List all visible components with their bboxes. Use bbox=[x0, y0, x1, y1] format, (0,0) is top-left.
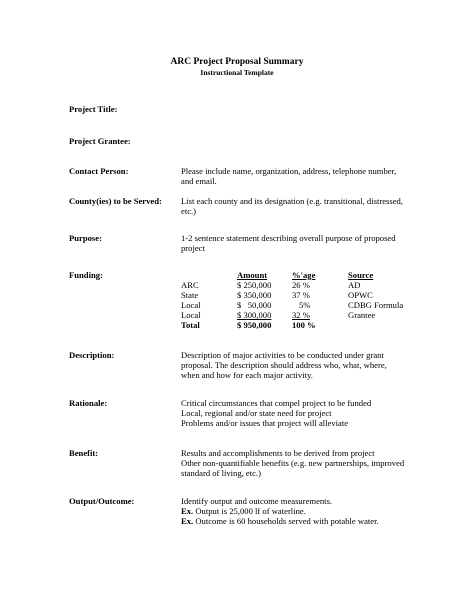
rationale-label: Rationale: bbox=[69, 398, 108, 408]
description-line: proposal. The description should address who, what, where, bbox=[181, 360, 387, 371]
description-line: when and how for each major activity. bbox=[181, 370, 313, 381]
funding-cell-entity: State bbox=[181, 290, 199, 300]
project-grantee-label: Project Grantee: bbox=[69, 136, 131, 146]
output-outcome-text bbox=[181, 496, 413, 527]
funding-cell-entity: ARC bbox=[181, 280, 199, 290]
contact-person-line: and email. bbox=[181, 176, 217, 187]
purpose-text bbox=[181, 233, 413, 253]
benefit-text bbox=[181, 448, 413, 479]
counties-label: County(ies) to be Served: bbox=[69, 196, 162, 206]
rationale-line: Critical circumstances that compel project to be funded bbox=[181, 398, 372, 408]
rationale-line: Problems and/or issues that project will alleviate bbox=[181, 418, 349, 429]
funding-header-amount: Amount bbox=[237, 270, 268, 280]
funding-cell-amount: $ 300,000 bbox=[237, 310, 272, 320]
purpose-line: project bbox=[181, 243, 205, 254]
counties-line: List each county and its designation (e.g. transitional, distressed, bbox=[181, 196, 403, 206]
rationale-text bbox=[181, 398, 413, 429]
funding-cell-percent: 32 % bbox=[292, 310, 310, 320]
document-subtitle: Instructional Template bbox=[200, 68, 274, 77]
funding-cell-amount: $ 250,000 bbox=[237, 280, 272, 290]
funding-cell-percent: 5% bbox=[299, 300, 311, 310]
outcome-example-line bbox=[181, 516, 413, 526]
funding-cell-source: CDBG Formula bbox=[348, 300, 404, 310]
benefit-line: Results and accomplishments to be derived from project bbox=[181, 448, 375, 458]
funding-total-percent: 100 % bbox=[292, 320, 316, 330]
funding-cell-source: OPWC bbox=[348, 290, 373, 300]
description-line: Description of major activities to be conducted under grant bbox=[181, 350, 384, 360]
benefit-label: Benefit: bbox=[69, 448, 99, 458]
funding-total-amount: $ 950,000 bbox=[237, 320, 272, 330]
example-text: Output is 25,000 lf of waterline. bbox=[193, 506, 306, 517]
example-prefix: Ex. bbox=[181, 506, 194, 517]
benefit-line: standard of living, etc.) bbox=[181, 468, 261, 479]
counties-line: etc.) bbox=[181, 206, 197, 217]
output-example-line bbox=[181, 506, 413, 516]
funding-cell-entity: Local bbox=[181, 310, 201, 320]
project-title-label: Project Title: bbox=[69, 104, 118, 114]
example-prefix: Ex. bbox=[181, 516, 194, 527]
contact-person-label: Contact Person: bbox=[69, 166, 129, 176]
funding-cell-amount: $ 350,000 bbox=[237, 290, 272, 300]
funding-header-percent: %'age bbox=[292, 270, 316, 280]
purpose-label: Purpose: bbox=[69, 233, 102, 243]
output-outcome-label: Output/Outcome: bbox=[69, 496, 135, 506]
document-title: ARC Project Proposal Summary bbox=[170, 57, 304, 67]
funding-cell-amount: $ 50,000 bbox=[237, 300, 272, 310]
funding-cell-percent: 37 % bbox=[292, 290, 310, 300]
funding-total-label: Total bbox=[181, 320, 200, 330]
example-text: Outcome is 60 households served with potable water. bbox=[193, 516, 379, 527]
output-outcome-line: Identify output and outcome measurements. bbox=[181, 496, 333, 506]
contact-person-text bbox=[181, 166, 413, 186]
funding-cell-source: AD bbox=[348, 280, 361, 290]
rationale-line: Local, regional and/or state need for project bbox=[181, 408, 332, 419]
description-text bbox=[181, 350, 413, 381]
funding-cell-entity: Local bbox=[181, 300, 201, 310]
funding-cell-source: Grantee bbox=[348, 310, 376, 320]
description-label: Description: bbox=[69, 350, 115, 360]
funding-cell-percent: 26 % bbox=[292, 280, 310, 290]
contact-person-line: Please include name, organization, address, telephone number, bbox=[181, 166, 397, 176]
funding-header-source: Source bbox=[348, 270, 374, 280]
counties-text bbox=[181, 196, 413, 216]
purpose-line: 1-2 sentence statement describing overall purpose of proposed bbox=[181, 233, 396, 243]
funding-label: Funding: bbox=[69, 270, 103, 280]
benefit-line: Other non-quantifiable benefits (e.g. new partnerships, improved bbox=[181, 458, 405, 469]
